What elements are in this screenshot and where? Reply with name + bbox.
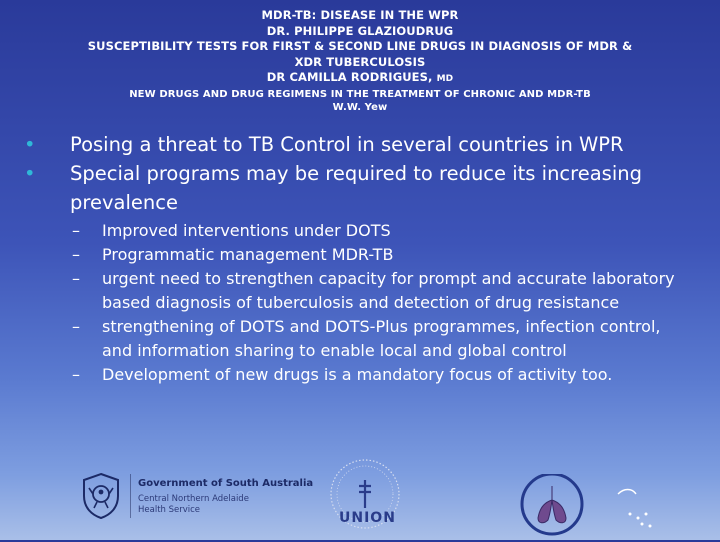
sa-health-service-line2: Health Service: [138, 505, 201, 515]
sub-bullet-text: strengthening of DOTS and DOTS-Plus programmes, infection control, and information sharing to enable local and global control: [102, 317, 661, 360]
union-logo: [325, 452, 405, 538]
sub-bullet-list: [72, 219, 702, 387]
union-wordmark: UNION: [339, 510, 396, 526]
sub-bullet-item: [72, 267, 702, 315]
author-2-name: DR CAMILLA RODRIGUES,: [266, 70, 433, 84]
logo-divider: [130, 474, 131, 518]
dash-icon: –: [72, 221, 80, 240]
sub-bullet-item: [72, 243, 702, 267]
sa-health-service-line1: Central Northern Adelaide: [138, 494, 249, 504]
author-2-suffix: MD: [436, 74, 454, 84]
sub-bullet-item: [72, 219, 702, 243]
header-title-2: SUSCEPTIBILITY TESTS FOR FIRST & SECOND LINE DRUGS IN DIAGNOSIS OF MDR &: [87, 39, 633, 53]
header-title: MDR-TB: DISEASE IN THE WPR: [261, 8, 459, 22]
bullet-list: [22, 130, 702, 387]
header-author-3: W.W. Yew: [332, 101, 388, 113]
dash-icon: –: [72, 245, 80, 264]
sub-bullet-text: Improved interventions under DOTS: [102, 221, 391, 240]
sub-bullet-item: [72, 315, 702, 363]
sub-bullet-text: Programmatic management MDR-TB: [102, 245, 394, 264]
footer-logos: [0, 458, 720, 540]
bullet-text: Special programs may be required to reduce its increasing prevalence: [70, 162, 642, 214]
slide-header: [0, 8, 720, 114]
dash-icon: –: [72, 269, 80, 288]
sa-crest-icon: [80, 472, 122, 520]
dash-icon: –: [72, 365, 80, 384]
header-author-2: [0, 70, 720, 88]
sub-bullet-item: [72, 363, 702, 387]
bullet-item: [22, 130, 702, 159]
bullet-item: [22, 159, 702, 217]
bullet-text: Posing a threat to TB Control in several countries in WPR: [70, 133, 624, 156]
sa-government-logo: [80, 472, 330, 532]
dash-icon: –: [72, 317, 80, 336]
header-title-3: NEW DRUGS AND DRUG REGIMENS IN THE TREATMENT OF CHRONIC AND MDR-TB: [129, 88, 591, 100]
sub-bullet-text: urgent need to strengthen capacity for prompt and accurate laboratory based diagnosis of tuberculosis and detection of drug resistance: [102, 269, 675, 312]
sa-government-name: Government of South Australia: [138, 478, 314, 489]
lung-logo-icon: [518, 474, 658, 538]
sub-bullet-text: Development of new drugs is a mandatory focus of activity too.: [102, 365, 613, 384]
header-title-2-cont: XDR TUBERCULOSIS: [294, 54, 426, 69]
bullet-icon: •: [24, 133, 36, 156]
sa-health-service: [138, 494, 249, 516]
bullet-icon: •: [24, 162, 36, 185]
header-author-1: DR. PHILIPPE GLAZIOUDRUG: [266, 23, 454, 38]
